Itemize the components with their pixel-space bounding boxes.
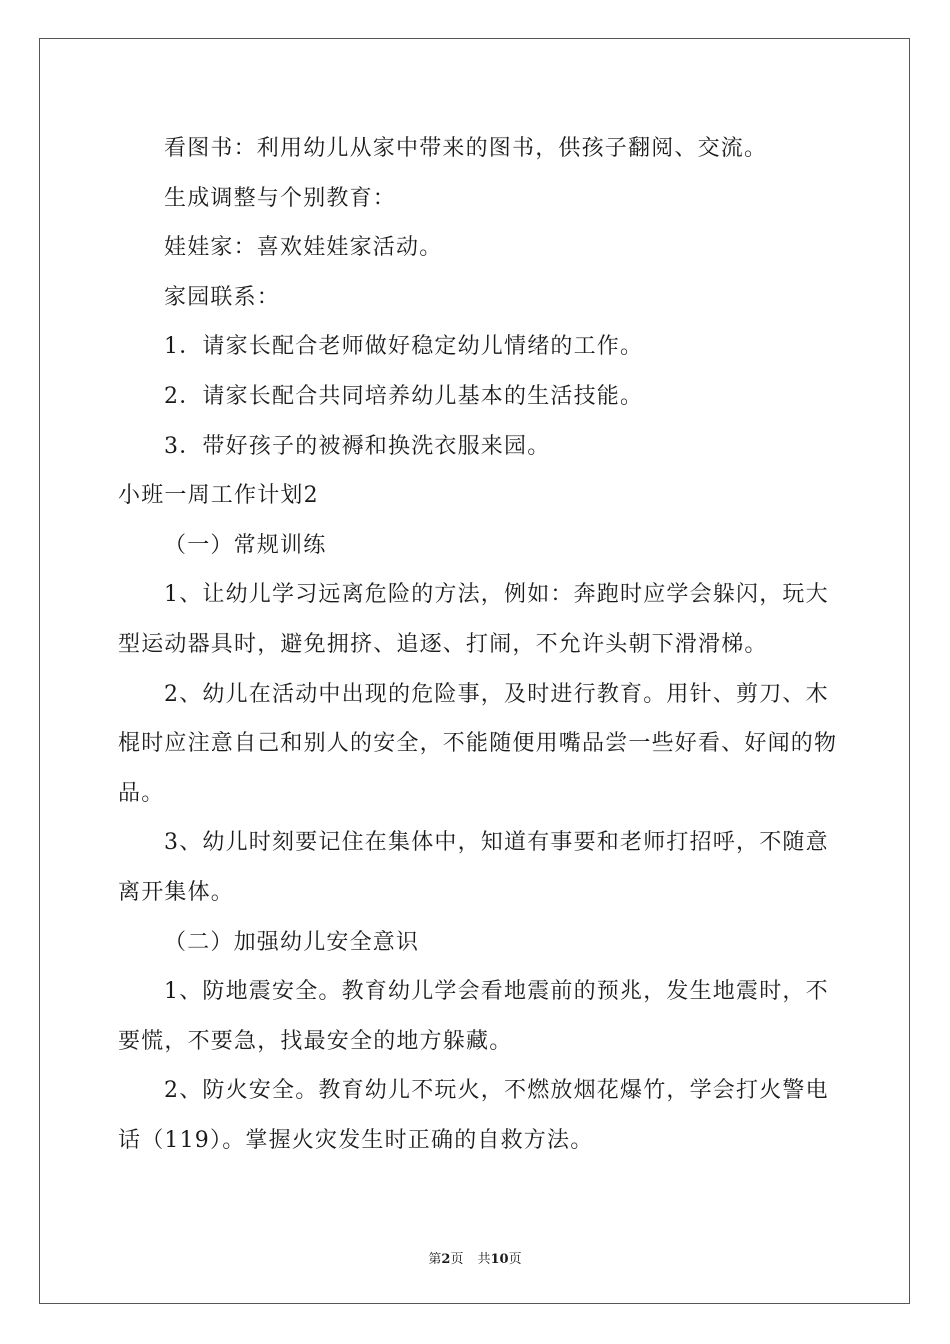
document-body [118,124,838,1165]
page-footer [0,1248,950,1267]
paragraph: 1、让幼儿学习远离危险的方法，例如：奔跑时应学会躲闪，玩大型运动器具时，避免拥挤、追逐、打闹，不允许头朝下滑滑梯。 [118,582,829,657]
footer-page-suffix: 页 [450,1252,464,1267]
page-number: 2 [441,1252,451,1267]
paragraph: 2、幼儿在活动中出现的危险事，及时进行教育。用针、剪刀、木棍时应注意自己和别人的安全，不能随便用嘴品尝一些好看、好闻的物品。 [118,681,838,806]
paragraph: 看图书：利用幼儿从家中带来的图书，供孩子翻阅、交流。 [164,136,768,161]
subsection-heading: （二）加强幼儿安全意识 [164,929,420,955]
list-item: 2．请家长配合共同培养幼儿基本的生活技能。 [164,383,644,409]
footer-total-prefix: 共 [477,1252,491,1267]
paragraph: 生成调整与个别教育： [164,185,397,211]
list-item: 3．带好孩子的被褥和换洗衣服来园。 [164,433,551,459]
paragraph: 2、防火安全。教育幼儿不玩火，不燃放烟花爆竹，学会打火警电话（119）。掌握火灾发生时正确的自救方法。 [118,1078,829,1153]
paragraph: 娃娃家：喜欢娃娃家活动。 [164,235,443,261]
subsection-heading: （一）常规训练 [164,532,327,558]
section-title: 小班一周工作计划2 [118,483,319,509]
footer-total-suffix: 页 [508,1252,522,1267]
paragraph: 3、幼儿时刻要记住在集体中，知道有事要和老师打招呼，不随意离开集体。 [118,830,829,905]
footer-prefix: 第 [428,1252,442,1267]
paragraph: 家园联系： [164,284,281,310]
total-pages: 10 [490,1252,509,1267]
list-item: 1．请家长配合老师做好稳定幼儿情绪的工作。 [164,334,644,360]
paragraph: 1、防地震安全。教育幼儿学会看地震前的预兆，发生地震时，不要慌，不要急，找最安全的地方躲藏。 [118,979,829,1054]
